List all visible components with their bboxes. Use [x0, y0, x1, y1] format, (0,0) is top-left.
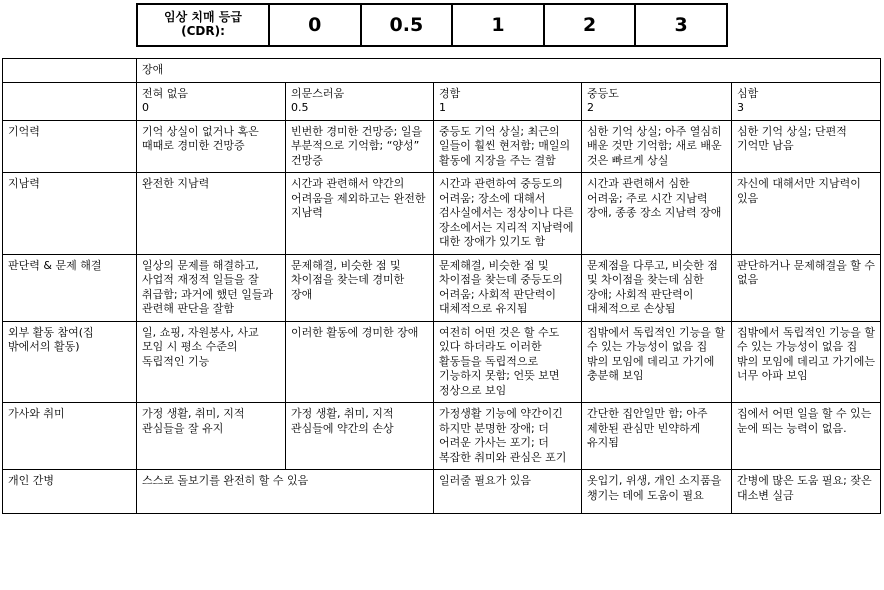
- severity-header-05: [286, 82, 434, 120]
- cdr-rating-table: [2, 58, 881, 514]
- cell-personal-care-1: 일러줄 필요가 있음: [434, 470, 582, 514]
- table-row-memory: [3, 120, 881, 173]
- cdr-score-bar: [136, 3, 728, 47]
- cdr-score-05: 0.5: [362, 5, 454, 45]
- row-label-judgment: 판단력 & 문제 해결: [3, 254, 137, 321]
- table-header-impairment-row: [3, 59, 881, 83]
- row-label-personal-care: 개인 간병: [3, 470, 137, 514]
- row-label-orientation: 지남력: [3, 173, 137, 255]
- table-corner-cell-2: [3, 82, 137, 120]
- cell-memory-2: 심한 기억 상실; 아주 열심히 배운 것만 기억함; 새로 배운 것은 빠르게 상실: [582, 120, 732, 173]
- table-row-home-hobbies: [3, 403, 881, 470]
- severity-header-2: [582, 82, 732, 120]
- cell-judgment-0: 일상의 문제를 해결하고, 사업적 재정적 일들을 잘 취급함; 과거에 했던 일들과 관련해 판단을 잘함: [137, 254, 286, 321]
- cell-personal-care-3: 간병에 많은 도움 필요; 잦은 대소변 실금: [732, 470, 881, 514]
- cell-personal-care-2: 옷입기, 위생, 개인 소지품을 챙기는 데에 도움이 필요: [582, 470, 732, 514]
- cell-home-2: 간단한 집안일만 함; 아주 제한된 관심만 빈약하게 유지됨: [582, 403, 732, 470]
- cell-community-3: 집밖에서 독립적인 기능을 할 수 있는 가능성이 없음 집 밖의 모임에 데리고 가기에는 너무 아파 보임: [732, 321, 881, 403]
- cell-home-05: 가정 생활, 취미, 지적 관심들에 약간의 손상: [286, 403, 434, 470]
- row-label-community-affairs: 외부 활동 참여(집 밖에서의 활동): [3, 321, 137, 403]
- severity-score-1: 1: [439, 101, 446, 115]
- cell-home-1: 가정생활 기능에 약간이긴 하지만 분명한 장애; 더 어려운 가사는 포기; 더 복잡한 취미와 관심은 포기: [434, 403, 582, 470]
- row-label-memory: 기억력: [3, 120, 137, 173]
- cell-orientation-3: 자신에 대해서만 지남력이 있음: [732, 173, 881, 255]
- cell-memory-3: 심한 기억 상실; 단편적 기억만 남음: [732, 120, 881, 173]
- cell-orientation-2: 시간과 관련해서 심한 어려움; 주로 시간 지남력 장애, 종종 장소 지남력 장애: [582, 173, 732, 255]
- severity-header-0: [137, 82, 286, 120]
- cell-judgment-3: 판단하거나 문제해결을 할 수 없음: [732, 254, 881, 321]
- cell-memory-05: 빈번한 경미한 건망증; 일을 부분적으로 기억함; “양성” 건망증: [286, 120, 434, 173]
- cell-orientation-1: 시간과 관련하여 중등도의 어려움; 장소에 대해서 검사실에서는 정상이나 다른 장소에서는 지리적 지남력에 대한 장애가 있기도 함: [434, 173, 582, 255]
- cdr-score-0: 0: [270, 5, 362, 45]
- row-label-home-hobbies: 가사와 취미: [3, 403, 137, 470]
- severity-name-3: 심함: [737, 86, 759, 100]
- cdr-score-3: 3: [674, 14, 688, 36]
- severity-name-0: 전혀 없음: [142, 86, 189, 100]
- cell-memory-0: 기억 상실이 없거나 혹은 때때로 경미한 건망증: [137, 120, 286, 173]
- table-row-community-affairs: [3, 321, 881, 403]
- cell-memory-1: 중등도 기억 상실; 최근의 일들이 훨씬 현저함; 매일의 활동에 지장을 주는 결함: [434, 120, 582, 173]
- cell-community-1: 여전히 어떤 것은 할 수도 있다 하더라도 이러한 활동들을 독립적으로 기능하지 못함; 언뜻 보면 정상으로 보임: [434, 321, 582, 403]
- cdr-score-1: 1: [453, 5, 545, 45]
- cell-community-2: 집밖에서 독립적인 기능을 할 수 있는 가능성이 없음 집 밖의 모임에 데리고 가기에 충분해 보임: [582, 321, 732, 403]
- table-row-personal-care: [3, 470, 881, 514]
- severity-header-1: [434, 82, 582, 120]
- cell-home-0: 가정 생활, 취미, 지적 관심들을 잘 유지: [137, 403, 286, 470]
- cell-community-0: 일, 쇼핑, 자원봉사, 사교 모임 시 평소 수준의 독립적인 기능: [137, 321, 286, 403]
- cell-judgment-2: 문제점을 다루고, 비슷한 점 및 차이점을 찾는데 심한 장애; 사회적 판단력이 대체적으로 손상됨: [582, 254, 732, 321]
- severity-score-05: 0.5: [291, 101, 309, 115]
- severity-name-2: 중등도: [587, 86, 619, 100]
- table-corner-cell: [3, 59, 137, 83]
- cdr-score-2: 2: [545, 5, 637, 45]
- severity-score-2: 2: [587, 101, 594, 115]
- severity-name-1: 경함: [439, 86, 461, 100]
- cell-orientation-05: 시간과 관련해서 약간의 어려움을 제외하고는 완전한 지남력: [286, 173, 434, 255]
- cell-home-3: 집에서 어떤 일을 할 수 있는 눈에 띄는 능력이 없음.: [732, 403, 881, 470]
- table-row-judgment: [3, 254, 881, 321]
- cell-judgment-05: 문제해결, 비슷한 점 및 차이점을 찾는데 경미한 장애: [286, 254, 434, 321]
- cell-community-05: 이러한 활동에 경미한 장애: [286, 321, 434, 403]
- severity-name-05: 의문스러움: [291, 86, 345, 100]
- impairment-header: 장애: [137, 59, 881, 83]
- table-header-severity-row: [3, 82, 881, 120]
- cell-personal-care-wide: 스스로 돌보기를 완전히 할 수 있음: [137, 470, 434, 514]
- cdr-score-bar-label: 임상 치매 등급 (CDR):: [138, 5, 270, 45]
- cell-orientation-0: 완전한 지남력: [137, 173, 286, 255]
- severity-score-0: 0: [142, 101, 149, 115]
- severity-score-3: 3: [737, 101, 744, 115]
- table-row-orientation: [3, 173, 881, 255]
- cell-judgment-1: 문제해결, 비슷한 점 및 차이점을 찾는데 중등도의 어려움; 사회적 판단력이 대체적으로 유지됨: [434, 254, 582, 321]
- severity-header-3: [732, 82, 881, 120]
